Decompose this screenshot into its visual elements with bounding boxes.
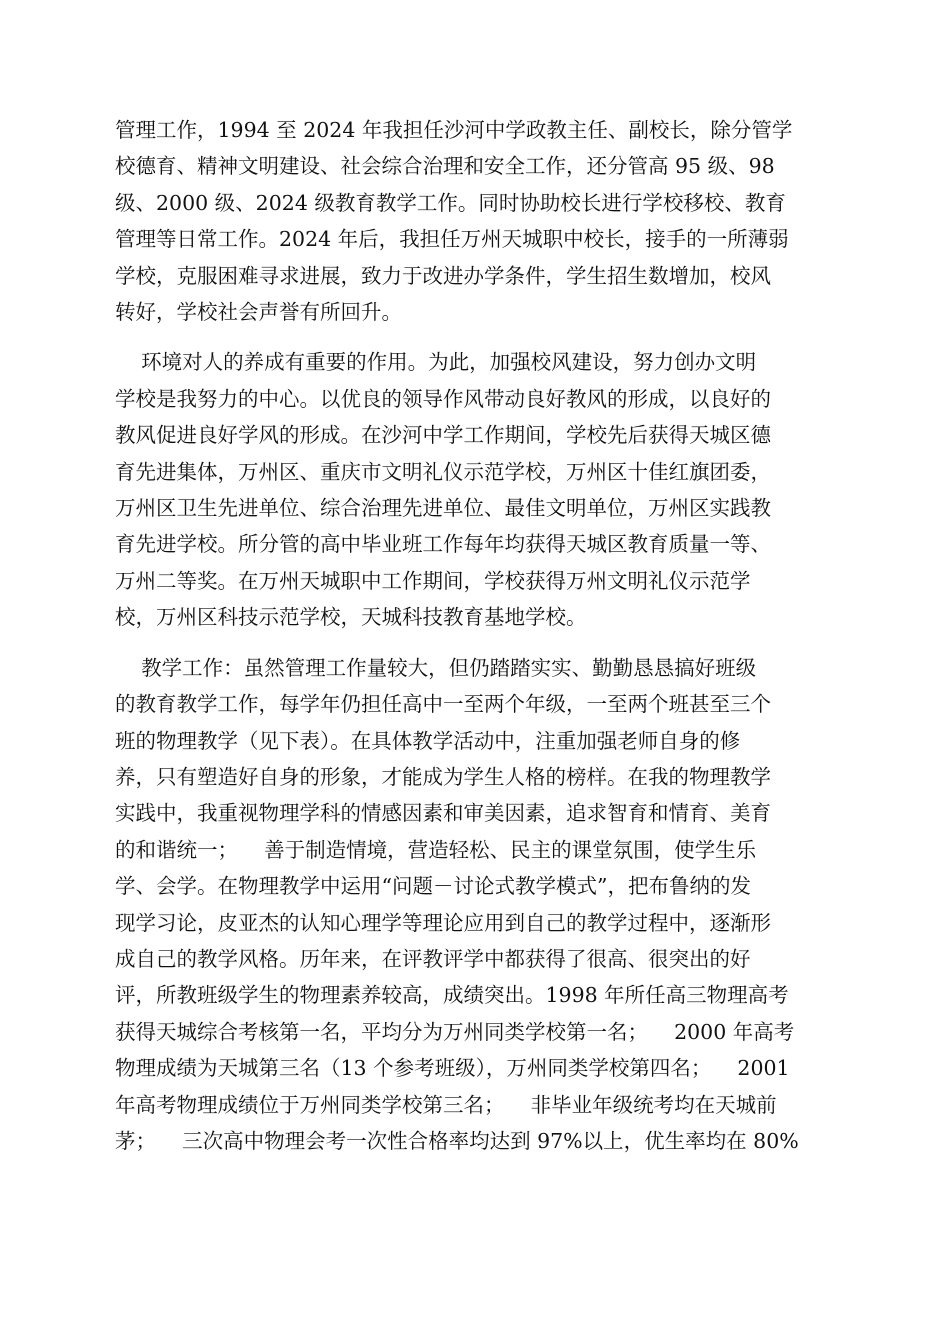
paragraph-school-culture	[115, 344, 835, 635]
paragraph-teaching-work	[115, 650, 835, 1160]
text-line: 的和谐统一； 善于制造情境，营造轻松、民主的课堂氛围，使学生乐	[115, 837, 757, 862]
text-line: 校德育、精神文明建设、社会综合治理和安全工作，还分管高 95 级、98	[115, 154, 775, 179]
text-line: 实践中，我重视物理学科的情感因素和审美因素，追求智育和情育、美育	[115, 801, 771, 826]
text-line: 教学工作：虽然管理工作量较大，但仍踏踏实实、勤勤恳恳搞好班级	[115, 655, 757, 680]
text-line: 成自己的教学风格。历年来，在评教评学中都获得了很高、很突出的好	[115, 946, 751, 971]
text-line: 育先进学校。所分管的高中毕业班工作每年均获得天城区教育质量一等、	[115, 532, 771, 557]
text-line: 万州二等奖。在万州天城职中工作期间，学校获得万州文明礼仪示范学	[115, 568, 751, 593]
text-line: 环境对人的养成有重要的作用。为此，加强校风建设，努力创办文明	[115, 350, 757, 375]
text-line: 养，只有塑造好自身的形象，才能成为学生人格的榜样。在我的物理教学	[115, 764, 771, 789]
paragraph-management-work	[115, 112, 835, 330]
text-line: 物理成绩为天城第三名（13 个参考班级），万州同类学校第四名； 2001	[115, 1056, 790, 1081]
text-line: 管理工作，1994 至 2024 年我担任沙河中学政教主任、副校长，除分管学	[115, 118, 793, 142]
text-line: 学、会学。在物理教学中运用“问题－讨论式教学模式”，把布鲁纳的发	[115, 874, 751, 899]
text-line: 级、2000 级、2024 级教育教学工作。同时协助校长进行学校移校、教育	[115, 190, 786, 215]
text-line: 班的物理教学（见下表）。在具体教学活动中，注重加强老师自身的修	[115, 728, 741, 753]
text-line: 年高考物理成绩位于万州同类学校第三名； 非毕业年级统考均在天城前	[115, 1092, 777, 1117]
document-body	[115, 112, 835, 1159]
text-line: 获得天城综合考核第一名，平均分为万州同类学校第一名； 2000 年高考	[115, 1019, 795, 1044]
text-line: 学校，克服困难寻求进展，致力于改进办学条件，学生招生数增加，校风	[115, 263, 771, 288]
text-line: 育先进集体，万州区、重庆市文明礼仪示范学校，万州区十佳红旗团委，	[115, 459, 771, 484]
text-line: 现学习论，皮亚杰的认知心理学等理论应用到自己的教学过程中，逐渐形	[115, 910, 771, 935]
text-line: 管理等日常工作。2024 年后，我担任万州天城职中校长，接手的一所薄弱	[115, 227, 789, 252]
text-line: 万州区卫生先进单位、综合治理先进单位、最佳文明单位，万州区实践教	[115, 496, 771, 521]
text-line: 学校是我努力的中心。以优良的领导作风带动良好教风的形成，以良好的	[115, 386, 771, 411]
text-line: 转好，学校社会声誉有所回升。	[115, 300, 402, 325]
text-line: 教风促进良好学风的形成。在沙河中学工作期间，学校先后获得天城区德	[115, 423, 771, 448]
text-line: 评，所教班级学生的物理素养较高，成绩突出。1998 年所任高三物理高考	[115, 983, 789, 1008]
text-line: 校，万州区科技示范学校，天城科技教育基地学校。	[115, 605, 587, 630]
text-line: 茅； 三次高中物理会考一次性合格率均达到 97%以上，优生率均在 80%	[115, 1128, 799, 1153]
text-line: 的教育教学工作，每学年仍担任高中一至两个年级，一至两个班甚至三个	[115, 692, 771, 717]
